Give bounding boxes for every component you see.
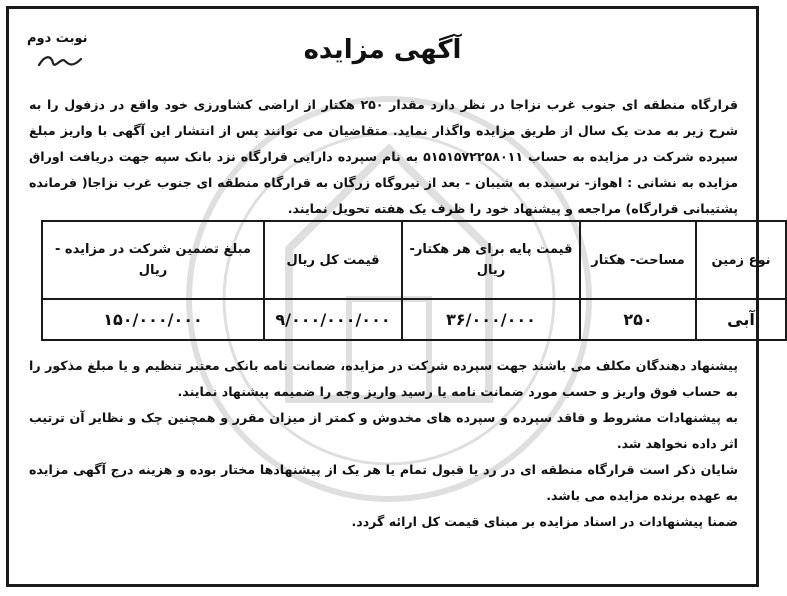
page-title: آگهی مزایده: [303, 35, 462, 65]
header-base-price: قیمت پایه برای هر هکتار- ریال: [402, 221, 580, 299]
term-paragraph: ضمنا پیشنهادات در اسناد مزایده بر مبنای قیمت کل ارائه گردد.: [351, 514, 738, 529]
cell-area: ۲۵۰: [580, 299, 696, 340]
intro-paragraph: قرارگاه منطقه ای جنوب غرب نزاجا در نظر دارد مقدار ۲۵۰ هکتار از اراضی کشاورزی خود واقع در دزفول را به شرح زیر به مدت یک سال از طریق مزایده واگذار نماید. متقاضیان می توانند پس از انتشار این آگهی با واریز مبلغ سپرده شرکت در مزایده به حساب ۵۱۵۱۵۷۲۲۵۸۰۱۱ به نام سپرده دارایی قرارگاه نزد بانک سپه جهت دریافت اوراق مزایده به نشانی : اهواز- نرسیده به شیبان - بعد از نیروگاه زرگان به قرارگاه منطقه ای جنوب غرب نزاجا( فرمانده پشتیبانی قرارگاه) مراجعه و پیشنهاد خود را ظرف یک هفته تحویل نمایند.: [29, 97, 738, 216]
notice-frame: [6, 6, 771, 587]
table-header-row: [42, 221, 786, 299]
cell-guarantee: ۱۵۰/۰۰۰/۰۰۰: [42, 299, 264, 340]
term-paragraph: به پیشنهادات مشروط و فاقد سپرده و سپرده های مخدوش و کمتر از میزان مقرر و همچنین چک و نظایر آن ترتیب اثر داده نخواهد شد.: [29, 410, 738, 451]
term-paragraph: پیشنهاد دهندگان مکلف می باشند جهت سپرده شرکت در مزایده، ضمانت نامه بانکی معتبر تنظیم و یا مبلغ مذکور را به حساب فوق واریز و حسب مورد ضمانت نامه یا رسید واریز وجه را ضمیمه پیشنهاد نمایند.: [29, 358, 738, 399]
cell-land-type: آبی: [696, 299, 786, 340]
term-paragraph: شایان ذکر است قرارگاه منطقه ای در رد یا قبول تمام یا هر یک از پیشنهادها مختار بوده و هزینه درج آگهی مزایده به عهده برنده مزایده می باشد.: [29, 462, 738, 503]
header-land-type: نوع زمین: [696, 221, 786, 299]
header-guarantee: مبلغ تضمین شرکت در مزایده - ریال: [42, 221, 264, 299]
round-label: نوبت دوم: [27, 31, 88, 46]
header-area: مساحت- هکتار: [580, 221, 696, 299]
terms-section: [29, 353, 738, 535]
table-row: [42, 299, 786, 340]
cell-base-price: ۳۶/۰۰۰/۰۰۰: [402, 299, 580, 340]
cell-total-price: ۹/۰۰۰/۰۰۰/۰۰۰: [264, 299, 402, 340]
auction-table: [41, 220, 787, 341]
header-total-price: قیمت کل ریال: [264, 221, 402, 299]
